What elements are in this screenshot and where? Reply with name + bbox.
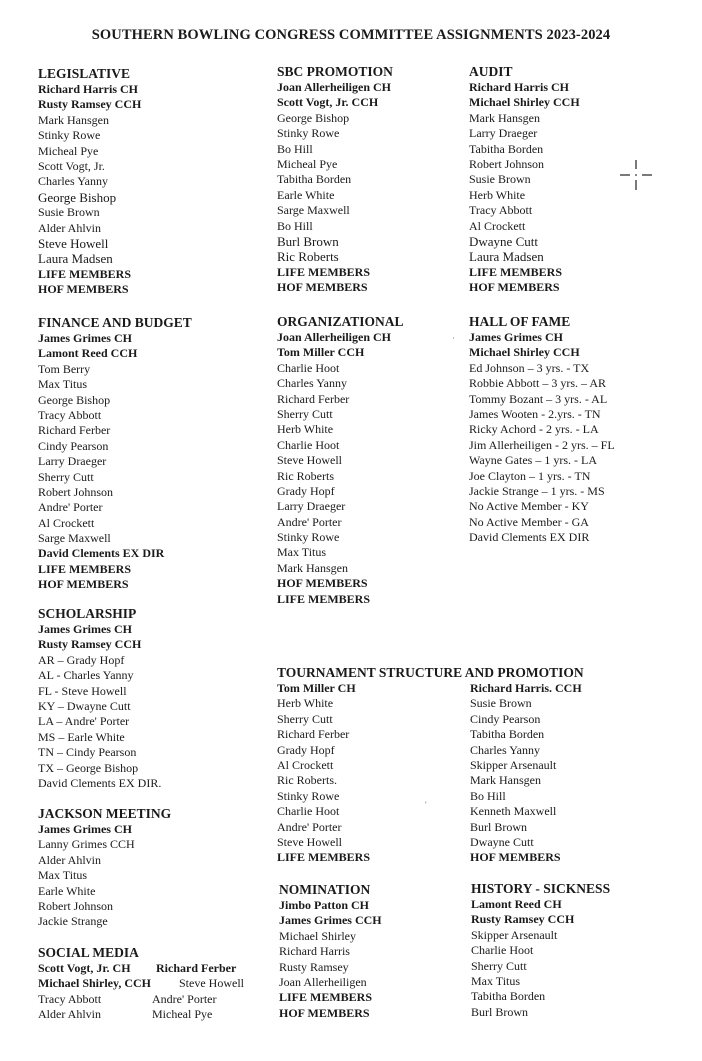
list-item: Michael Shirley CCH <box>469 345 580 360</box>
list-item: Richard Harris. CCH <box>470 681 582 695</box>
registration-mark-icon <box>618 160 654 190</box>
list-item: LA – Andre' Porter <box>38 714 130 729</box>
list-item: David Clements EX DIR. <box>38 775 162 790</box>
list-item <box>38 1007 213 1022</box>
list-item: Skipper Arsenault <box>470 757 557 772</box>
section-title: SBC PROMOTION <box>277 64 393 79</box>
list-item: George Bishop <box>277 110 350 125</box>
list-item: Mark Hansgen <box>469 110 540 125</box>
section-title: SCHOLARSHIP <box>38 606 137 621</box>
list-item: Al Crockett <box>38 515 95 530</box>
list-item: Richard Ferber <box>38 423 111 438</box>
list-item: Michael Shirley <box>279 928 356 943</box>
list-item: Lanny Grimes CCH <box>38 837 135 852</box>
list-item: Max Titus <box>38 868 88 883</box>
list-item: Burl Brown <box>470 819 527 834</box>
list-item: Susie Brown <box>470 696 532 711</box>
member-list <box>469 330 615 545</box>
list-item: Tom Berry <box>38 361 91 376</box>
list-item: Rusty Ramsey <box>279 959 349 974</box>
list-item: Stinky Rowe <box>38 128 101 143</box>
list-item: Joan Allerheiligen CH <box>277 330 391 344</box>
list-item: FL - Steve Howell <box>38 683 127 698</box>
list-item: Ricky Achord - 2 yrs. - LA <box>469 422 599 437</box>
list-item: TN – Cindy Pearson <box>38 745 137 760</box>
list-item: Micheal Pye <box>38 143 99 158</box>
list-item: Tabitha Borden <box>470 727 545 742</box>
list-item: Herb White <box>277 422 334 437</box>
section-title: SOCIAL MEDIA <box>38 945 139 960</box>
section-title: TOURNAMENT STRUCTURE AND PROMOTION <box>277 665 584 680</box>
social-media-section <box>38 944 244 1023</box>
list-item: Mark Hansgen <box>470 773 541 788</box>
list-item: Sherry Cutt <box>277 406 333 421</box>
list-item <box>38 961 237 976</box>
list-item: Al Crockett <box>277 757 334 772</box>
list-item: Tabitha Borden <box>471 989 546 1004</box>
member-list <box>38 331 192 593</box>
list-item: Stinky Rowe <box>277 788 340 803</box>
list-item: Steve Howell <box>38 235 109 251</box>
list-item: Tabitha Borden <box>277 172 352 187</box>
list-item: Ed Johnson – 3 yrs. - TX <box>469 360 590 375</box>
section-title: NOMINATION <box>279 882 371 897</box>
list-item: Herb White <box>469 187 526 202</box>
list-item: George Bishop <box>38 392 111 407</box>
jackson-meeting-section <box>38 805 171 930</box>
member-name: Alder Ahlvin <box>38 1007 101 1022</box>
list-item: Sherry Cutt <box>277 711 333 726</box>
list-item: Mark Hansgen <box>38 112 109 127</box>
list-item: Tom Miller CCH <box>277 345 365 360</box>
list-item: Wayne Gates – 1 yrs. - LA <box>469 453 597 468</box>
section-title: JACKSON MEETING <box>38 806 172 821</box>
list-item: Earle White <box>277 187 335 202</box>
list-item: Rusty Ramsey CCH <box>471 912 575 927</box>
history-sickness-section <box>471 880 610 1020</box>
nomination-section <box>279 881 382 1021</box>
member-list <box>38 961 244 1023</box>
list-item: Sherry Cutt <box>38 469 94 484</box>
list-item: Alder Ahlvin <box>38 220 101 235</box>
list-item: Burl Brown <box>471 1004 528 1019</box>
list-item: Burl Brown <box>277 233 339 249</box>
list-item: HOF MEMBERS <box>277 280 368 295</box>
list-item: Charles Yanny <box>38 174 109 189</box>
list-item: Jackie Strange <box>38 914 108 929</box>
list-item: Charlie Hoot <box>277 360 340 375</box>
tournament-columns <box>277 681 584 866</box>
list-item: MS – Earle White <box>38 729 125 744</box>
list-item: LIFE MEMBERS <box>38 561 132 576</box>
list-item: Jackie Strange – 1 yrs. - MS <box>469 483 605 498</box>
list-item: James Grimes CH <box>38 622 132 636</box>
member-list <box>471 897 610 1020</box>
scan-speck-icon: ' <box>425 800 427 810</box>
list-item: Grady Hopf <box>277 483 335 498</box>
list-item: Dwayne Cutt <box>469 233 538 249</box>
list-item: Joan Allerheiligen CH <box>277 80 391 94</box>
list-item: Charles Yanny <box>470 742 541 757</box>
list-item: Sherry Cutt <box>471 958 527 973</box>
list-item: Steve Howell <box>277 834 342 849</box>
list-item: Larry Draeger <box>38 454 107 469</box>
member-list <box>277 330 404 607</box>
list-item: Herb White <box>277 696 334 711</box>
list-item: Max Titus <box>38 377 88 392</box>
list-item: David Clements EX DIR <box>38 546 165 561</box>
list-item: James Grimes CCH <box>279 913 382 928</box>
list-item: Charlie Hoot <box>277 437 340 452</box>
list-item: Ric Roberts. <box>277 773 337 788</box>
list-item: HOF MEMBERS <box>470 850 561 865</box>
list-item: Robert Johnson <box>38 484 113 499</box>
list-item <box>38 976 244 991</box>
list-item: Susie Brown <box>469 172 531 187</box>
list-item: Laura Madsen <box>38 251 113 267</box>
list-item: HOF MEMBERS <box>279 1005 370 1020</box>
list-item: Mark Hansgen <box>277 560 348 575</box>
list-item: Alder Ahlvin <box>38 852 101 867</box>
list-item: Andre' Porter <box>38 500 103 515</box>
member-list <box>470 681 582 866</box>
list-item: Bo Hill <box>277 218 313 233</box>
list-item: HOF MEMBERS <box>277 576 368 591</box>
list-item: HOF MEMBERS <box>38 282 129 297</box>
list-item: Charlie Hoot <box>277 804 340 819</box>
list-item: Micheal Pye <box>277 156 338 171</box>
member-name: Steve Howell <box>179 976 244 991</box>
member-name: Micheal Pye <box>152 1007 213 1022</box>
list-item: Tommy Bozant – 3 yrs. - AL <box>469 391 608 406</box>
list-item: Laura Madsen <box>469 249 544 265</box>
list-item: Richard Harris CH <box>38 82 138 96</box>
member-name: Tracy Abbott <box>38 991 102 1006</box>
list-item: James Grimes CH <box>38 331 132 345</box>
list-item: AL - Charles Yanny <box>38 668 134 683</box>
list-item: Charlie Hoot <box>471 943 534 958</box>
member-list <box>38 82 141 297</box>
list-item: Scott Vogt, Jr. <box>38 158 105 173</box>
member-list <box>38 822 171 930</box>
member-list <box>469 80 580 295</box>
member-name: Richard Ferber <box>156 961 237 975</box>
list-item: Richard Harris <box>279 944 350 959</box>
list-item: KY – Dwayne Cutt <box>38 698 131 713</box>
list-item: Andre' Porter <box>277 514 342 529</box>
hall-of-fame-section <box>469 313 615 545</box>
list-item: Rusty Ramsey CCH <box>38 637 142 652</box>
list-item: LIFE MEMBERS <box>38 266 132 281</box>
list-item: Al Crockett <box>469 218 526 233</box>
list-item: George Bishop <box>38 189 117 205</box>
list-item: Max Titus <box>471 973 521 988</box>
member-list <box>277 80 393 295</box>
list-item: David Clements EX DIR <box>469 530 590 545</box>
list-item: Richard Ferber <box>277 727 350 742</box>
list-item: Larry Draeger <box>469 126 538 141</box>
list-item: LIFE MEMBERS <box>277 264 371 279</box>
list-item: LIFE MEMBERS <box>469 264 563 279</box>
section-title: FINANCE AND BUDGET <box>38 315 192 330</box>
list-item: Joe Clayton – 1 yrs. - TN <box>469 468 591 483</box>
section-title: ORGANIZATIONAL <box>277 314 404 329</box>
list-item: Rusty Ramsey CCH <box>38 97 142 112</box>
list-item: Richard Harris CH <box>469 80 569 94</box>
audit-section <box>469 63 580 295</box>
list-item: Robert Johnson <box>38 898 113 913</box>
document-title: SOUTHERN BOWLING CONGRESS COMMITTEE ASSIGNMENTS 2023-2024 <box>91 27 611 43</box>
list-item: Cindy Pearson <box>38 438 109 453</box>
section-title: AUDIT <box>469 64 513 79</box>
list-item: Charles Yanny <box>277 376 348 391</box>
list-item: Earle White <box>38 883 96 898</box>
list-item: Grady Hopf <box>277 742 335 757</box>
list-item: Tabitha Borden <box>469 141 544 156</box>
list-item: AR – Grady Hopf <box>38 652 125 667</box>
organizational-section <box>277 313 404 607</box>
legislative-section <box>38 65 141 297</box>
list-item: LIFE MEMBERS <box>279 990 373 1005</box>
list-item: Jimbo Patton CH <box>279 898 369 912</box>
list-item: James Wooten - 2.yrs. - TN <box>469 406 601 421</box>
member-list <box>279 898 382 1021</box>
member-list <box>38 622 161 791</box>
list-item: Andre' Porter <box>277 819 342 834</box>
list-item: HOF MEMBERS <box>469 280 560 295</box>
list-item: Ric Roberts <box>277 468 334 483</box>
list-item: Jim Allerheiligen - 2 yrs. – FL <box>469 437 615 452</box>
list-item: Sarge Maxwell <box>38 531 111 546</box>
list-item: No Active Member - KY <box>469 499 589 514</box>
list-item: Robbie Abbott – 3 yrs. – AR <box>469 376 607 391</box>
list-item: Bo Hill <box>277 141 313 156</box>
list-item: LIFE MEMBERS <box>277 850 371 865</box>
list-item: Tom Miller CH <box>277 681 356 695</box>
list-item: Kenneth Maxwell <box>470 804 557 819</box>
sbc-promotion-section <box>277 63 393 295</box>
list-item <box>38 991 217 1007</box>
list-item: Lamont Reed CH <box>471 897 562 911</box>
list-item: Cindy Pearson <box>470 711 541 726</box>
list-item: Stinky Rowe <box>277 126 340 141</box>
list-item: Skipper Arsenault <box>471 927 558 942</box>
section-title: HISTORY - SICKNESS <box>471 881 611 896</box>
list-item: James Grimes CH <box>469 330 563 344</box>
list-item: Steve Howell <box>277 453 342 468</box>
list-item: LIFE MEMBERS <box>277 591 371 606</box>
list-item: Stinky Rowe <box>277 530 340 545</box>
list-item: Larry Draeger <box>277 499 346 514</box>
list-item: No Active Member - GA <box>469 514 589 529</box>
list-item: Joan Allerheiligen <box>279 974 367 989</box>
finance-budget-section <box>38 314 192 593</box>
list-item: James Grimes CH <box>38 822 132 836</box>
list-item: Lamont Reed CCH <box>38 346 138 361</box>
section-title: HALL OF FAME <box>469 314 571 329</box>
list-item: Susie Brown <box>38 205 100 220</box>
list-item: Bo Hill <box>470 788 506 803</box>
list-item: Sarge Maxwell <box>277 203 350 218</box>
scholarship-section <box>38 605 161 791</box>
list-item: Michael Shirley CCH <box>469 95 580 110</box>
scan-speck-icon: · <box>452 333 455 343</box>
list-item: Scott Vogt, Jr. CCH <box>277 95 379 110</box>
section-title: LEGISLATIVE <box>38 66 131 81</box>
member-name: Michael Shirley, CCH <box>38 976 151 991</box>
list-item: Richard Ferber <box>277 391 350 406</box>
tournament-section <box>277 664 584 866</box>
list-item: Tracy Abbott <box>469 203 533 218</box>
list-item: Tracy Abbott <box>38 407 102 422</box>
list-item: TX – George Bishop <box>38 760 139 775</box>
member-name: Scott Vogt, Jr. CH <box>38 961 131 975</box>
list-item: Max Titus <box>277 545 327 560</box>
list-item: Robert Johnson <box>469 156 544 171</box>
member-name: Andre' Porter <box>152 991 217 1006</box>
list-item: Ric Roberts <box>277 249 339 265</box>
list-item: HOF MEMBERS <box>38 577 129 592</box>
list-item: Dwayne Cutt <box>470 834 534 849</box>
